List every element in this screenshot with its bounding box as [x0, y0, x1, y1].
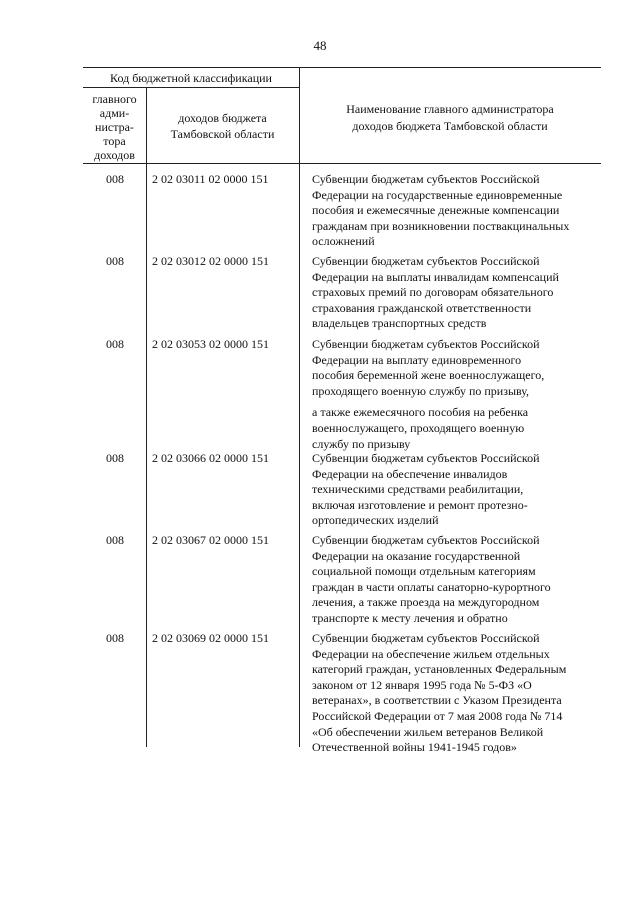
column-divider-admin: [146, 87, 147, 747]
row-description: [312, 533, 584, 627]
header-revenue-column: доходов бюджета Тамбовской области: [170, 111, 275, 141]
row-admin-code: 008: [106, 254, 124, 268]
row-description: [312, 631, 584, 756]
row-revenue-code: 2 02 03011 02 0000 151: [152, 172, 269, 186]
description-paragraph: а также ежемесячного пособия на ребенка военнослужащего, проходящего военную службу по призыву: [312, 405, 529, 451]
row-admin-code: 008: [106, 337, 124, 351]
header-bottom-border: [83, 163, 601, 164]
page-number: 48: [313, 38, 327, 53]
row-revenue-code: 2 02 03053 02 0000 151: [152, 337, 269, 351]
row-revenue-code: 2 02 03069 02 0000 151: [152, 631, 269, 645]
row-description: [312, 254, 584, 332]
header-group-title: Код бюджетной классификации: [110, 71, 272, 85]
header-subgroup-divider: [83, 87, 299, 88]
row-admin-code: 008: [106, 631, 124, 645]
description-paragraph: Субвенции бюджетам субъектов Российской Федерации на выплату единовременного пособия беременной жене военнослужащего, проходящего военную службу по призыву,: [312, 337, 545, 398]
description-paragraph: Субвенции бюджетам субъектов Российской Федерации на выплаты инвалидам компенсаций страховых премий по договорам обязательного страхования гражданской ответственности владельцев транспортных средств: [312, 254, 559, 331]
row-admin-code: 008: [106, 533, 124, 547]
row-description: [312, 451, 584, 529]
row-revenue-code: 2 02 03012 02 0000 151: [152, 254, 269, 268]
row-revenue-code: 2 02 03066 02 0000 151: [152, 451, 269, 465]
header-name-column: Наименование главного администратора доходов бюджета Тамбовской области: [346, 102, 554, 133]
row-admin-code: 008: [106, 451, 124, 465]
table-top-border: [83, 67, 601, 68]
description-paragraph: Субвенции бюджетам субъектов Российской Федерации на государственные единовременные пособия и ежемесячные денежные компенсации гражданам при возникновении поствакцинальных осложнений: [312, 172, 570, 249]
row-description: [312, 172, 584, 250]
row-description: [312, 337, 584, 452]
header-admin-column: главного адми- нистра- тора доходов: [92, 92, 137, 162]
description-paragraph: Субвенции бюджетам субъектов Российской Федерации на оказание государственной социальной помощи отдельным категориям граждан в части оплаты санаторно-курортного лечения, а также проезда на междугородном транспорте к месту лечения и обратно: [312, 533, 551, 625]
row-revenue-code: 2 02 03067 02 0000 151: [152, 533, 269, 547]
row-admin-code: 008: [106, 172, 124, 186]
description-paragraph: Субвенции бюджетам субъектов Российской Федерации на обеспечение инвалидов техническими средствами реабилитации, включая изготовление и ремонт протезно- ортопедических изделий: [312, 451, 540, 528]
description-paragraph: Субвенции бюджетам субъектов Российской Федерации на обеспечение жильем отдельных категорий граждан, установленных Федеральным законом от 12 января 1995 года № 5-ФЗ «О ветеранах», в соответствии с Указом Президента Российской Федерации от 7 мая 2008 года № 714 «Об обеспечении жильем ветеранов Великой Отечественной войны 1941-1945 годов»: [312, 631, 567, 755]
